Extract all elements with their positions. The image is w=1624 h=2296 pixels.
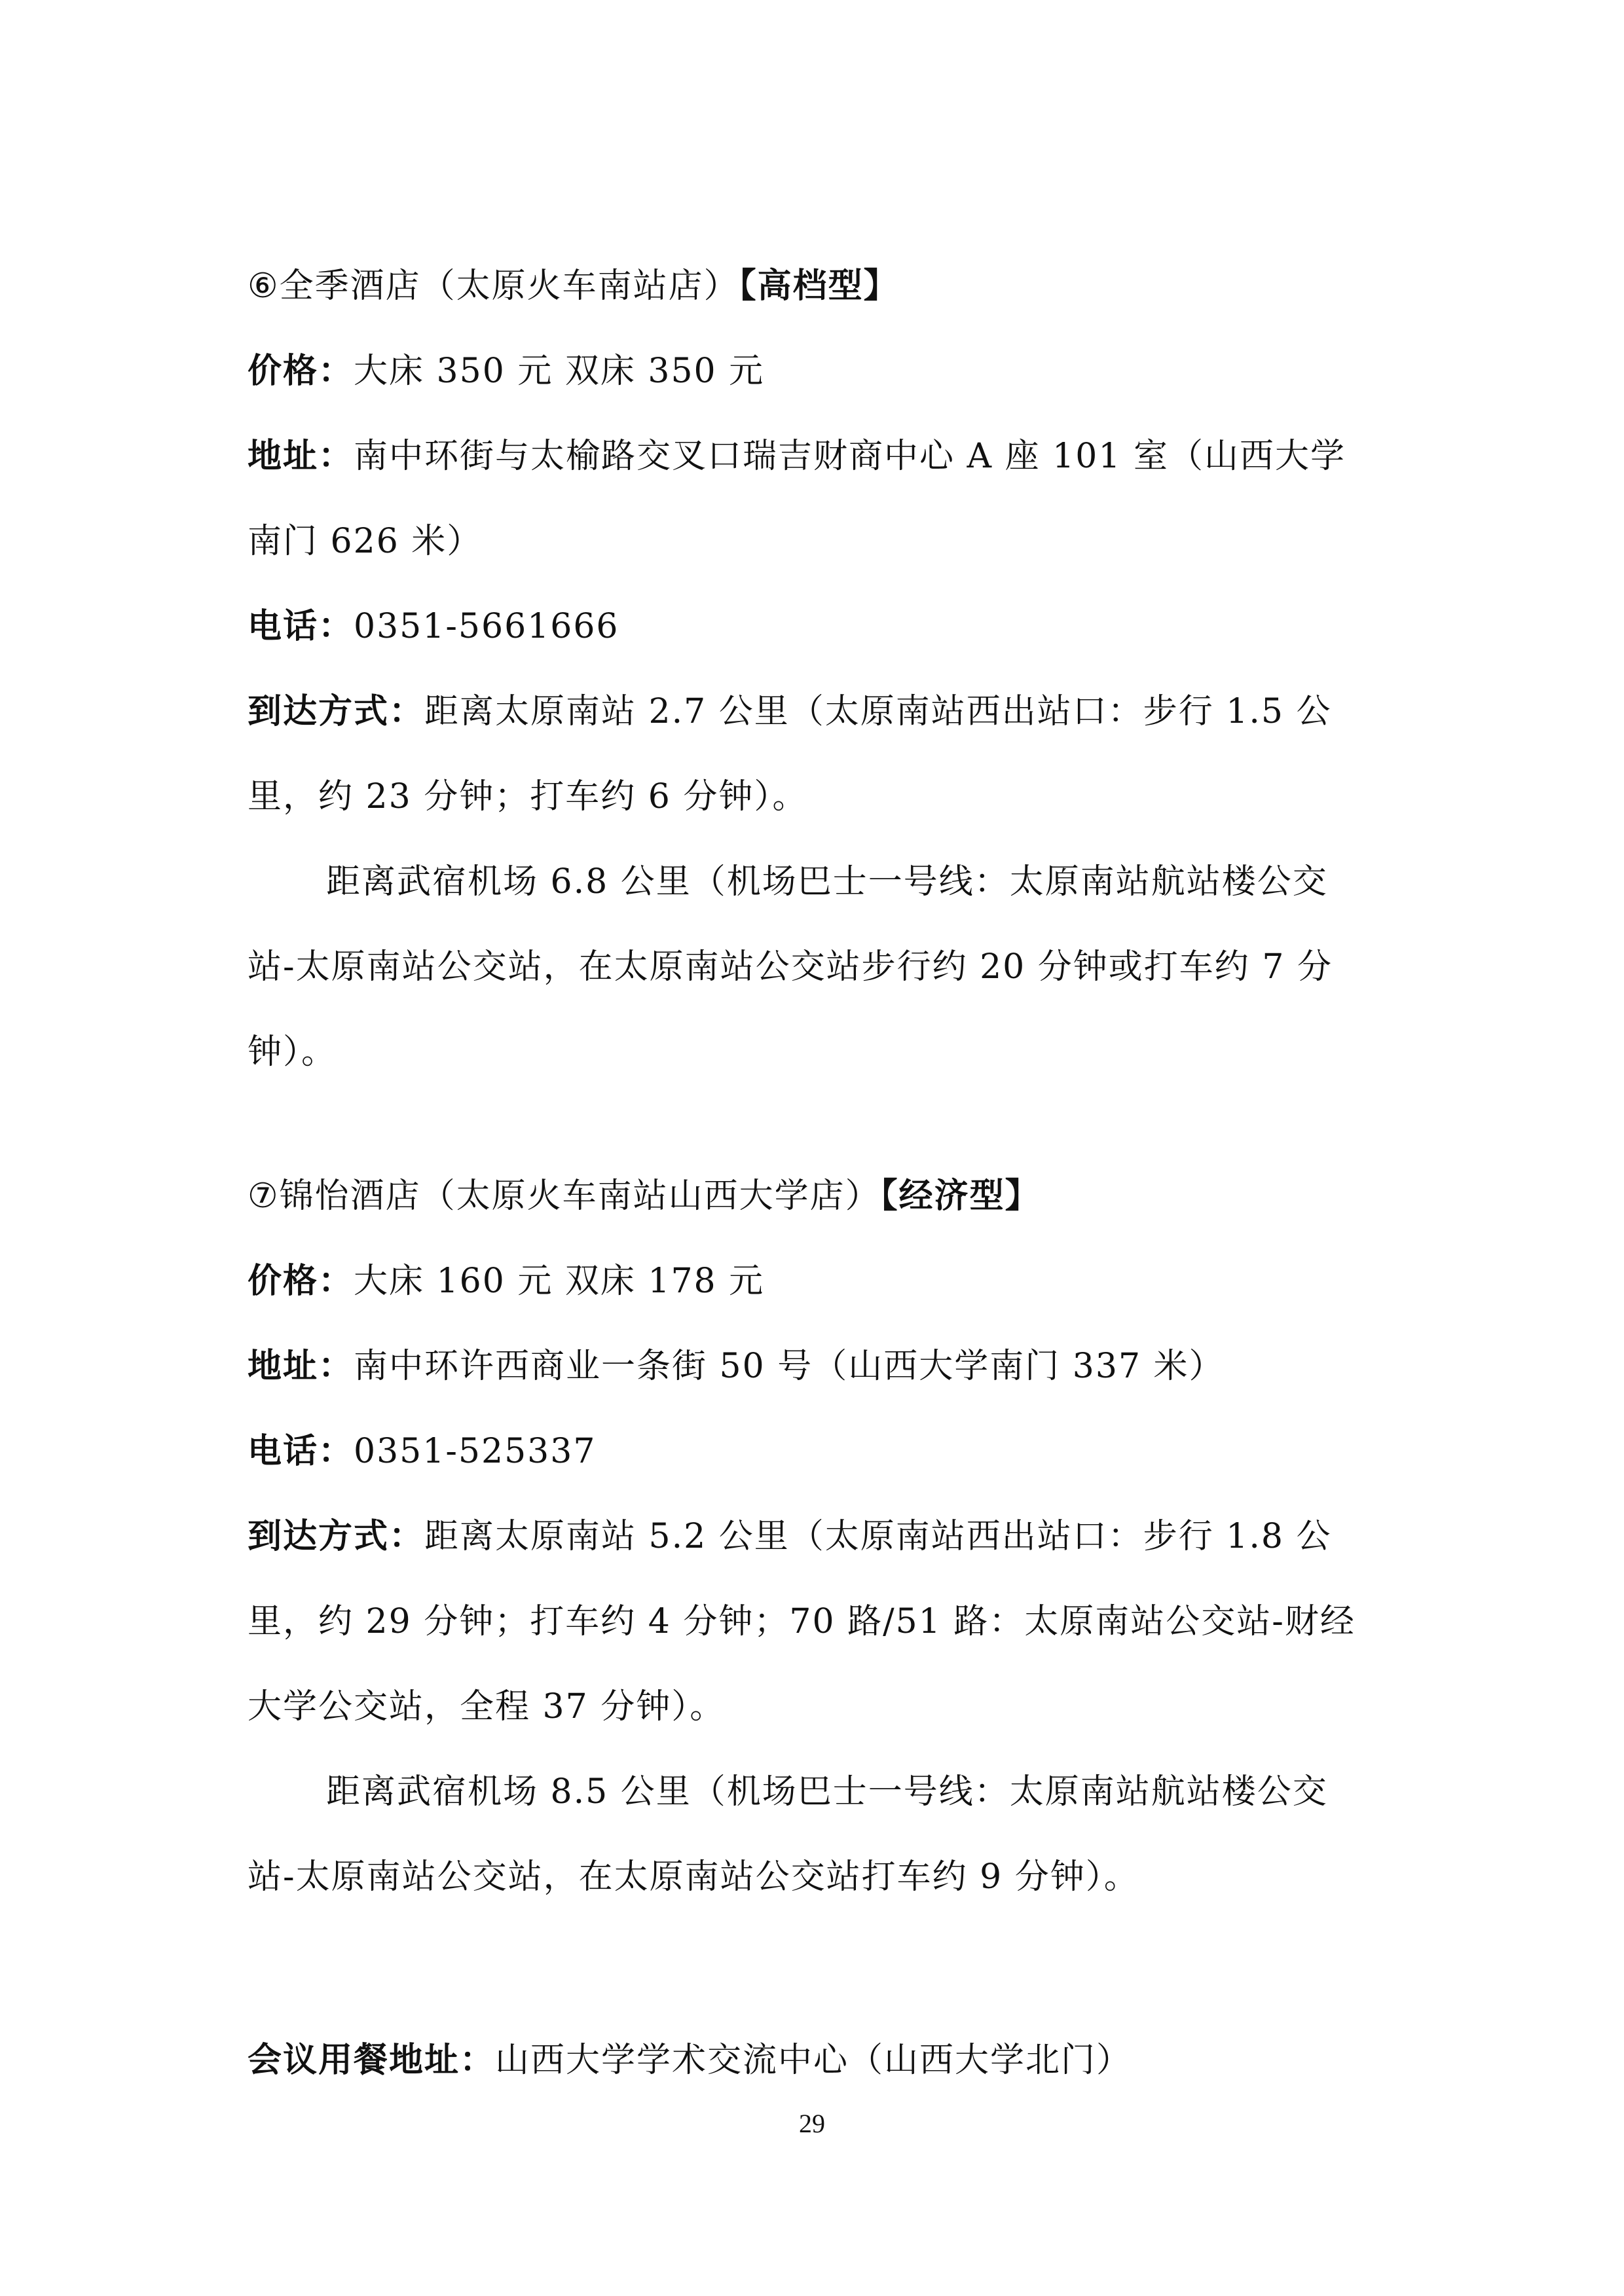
hotel7-arrival-row-2 — [248, 1579, 1387, 1664]
hotel6-category: 【高档型】 — [739, 266, 899, 306]
hotel7-address-line1: 南中环许西商业一条街 50 号（山西大学南门 337 米） — [354, 1347, 1225, 1386]
hotel7-airport-row — [248, 1749, 1387, 1834]
hotel7-arrival-line3: 大学公交站，全程 37 分钟）。 — [248, 1687, 726, 1726]
hotel6-airport-row-3 — [248, 1010, 1387, 1095]
hotel6-price-label: 价格： — [248, 352, 354, 391]
hotel6-airport-line1: 距离武宿机场 6.8 公里（机场巴士一号线：太原南站航站楼公交 — [326, 862, 1328, 902]
hotel7-title: ⑦锦怡酒店（太原火车南站山西大学店） — [248, 1176, 881, 1216]
hotel6-airport-line3: 钟）。 — [248, 1032, 337, 1072]
hotel7-arrival-line1: 距离太原南站 5.2 公里（太原南站西出站口：步行 1.8 公 — [424, 1517, 1332, 1556]
hotel6-address-label: 地址： — [248, 437, 354, 476]
hotel6-address-row — [248, 414, 1387, 499]
hotel7-arrival-row — [248, 1494, 1387, 1579]
hotel6-price-value: 大床 350 元 双床 350 元 — [354, 352, 765, 391]
hotel7-heading — [248, 1154, 1387, 1239]
hotel6-phone-label: 电话： — [248, 607, 354, 646]
hotel6-phone-value: 0351-5661666 — [354, 607, 619, 646]
page-number: 29 — [799, 2109, 825, 2138]
hotel6-address-row-2 — [248, 499, 1387, 584]
dining-value: 山西大学学术交流中心（山西大学北门） — [495, 2041, 1132, 2080]
hotel7-phone-row — [248, 1409, 1387, 1494]
hotel7-price-row — [248, 1239, 1387, 1324]
hotel7-address-label: 地址： — [248, 1347, 354, 1386]
hotel6-airport-line2: 站-太原南站公交站，在太原南站公交站步行约 20 分钟或打车约 7 分 — [248, 947, 1333, 987]
hotel6-price-row — [248, 329, 1387, 414]
hotel7-airport-line2: 站-太原南站公交站，在太原南站公交站打车约 9 分钟）。 — [248, 1857, 1139, 1897]
hotel6-arrival-label: 到达方式： — [248, 692, 425, 731]
hotel6-title: ⑥全季酒店（太原火车南站店） — [248, 266, 739, 306]
hotel6-arrival-row — [248, 669, 1387, 754]
hotel7-price-label: 价格： — [248, 1262, 354, 1301]
hotel7-arrival-label: 到达方式： — [248, 1517, 425, 1556]
hotel7-phone-label: 电话： — [248, 1432, 354, 1471]
hotel6-address-line2: 南门 626 米） — [248, 522, 483, 561]
hotel6-airport-row-2 — [248, 924, 1387, 1010]
hotel7-price-value: 大床 160 元 双床 178 元 — [354, 1262, 765, 1301]
hotel7-category: 【经济型】 — [880, 1176, 1041, 1216]
hotel6-arrival-line2: 里，约 23 分钟；打车约 6 分钟）。 — [248, 777, 808, 816]
hotel7-airport-row-2 — [248, 1834, 1387, 1920]
hotel6-arrival-line1: 距离太原南站 2.7 公里（太原南站西出站口：步行 1.5 公 — [424, 692, 1332, 731]
hotel6-arrival-row-2 — [248, 754, 1387, 839]
section-spacer-2 — [248, 1920, 1387, 2018]
hotel7-phone-value: 0351-525337 — [354, 1432, 597, 1471]
hotel7-address-row — [248, 1324, 1387, 1409]
dining-label: 会议用餐地址： — [248, 2041, 496, 2080]
hotel7-arrival-row-3 — [248, 1664, 1387, 1749]
dining-row — [248, 2018, 1387, 2103]
section-spacer — [248, 1095, 1387, 1154]
hotel6-address-line1: 南中环街与太榆路交叉口瑞吉财商中心 A 座 101 室（山西大学 — [354, 437, 1346, 476]
hotel6-airport-row — [248, 839, 1387, 924]
document-page — [248, 244, 1387, 2103]
hotel6-heading — [248, 244, 1387, 329]
hotel7-arrival-line2: 里，约 29 分钟；打车约 4 分钟；70 路/51 路：太原南站公交站-财经 — [248, 1602, 1356, 1641]
hotel6-phone-row — [248, 584, 1387, 669]
hotel7-airport-line1: 距离武宿机场 8.5 公里（机场巴士一号线：太原南站航站楼公交 — [326, 1772, 1328, 1812]
